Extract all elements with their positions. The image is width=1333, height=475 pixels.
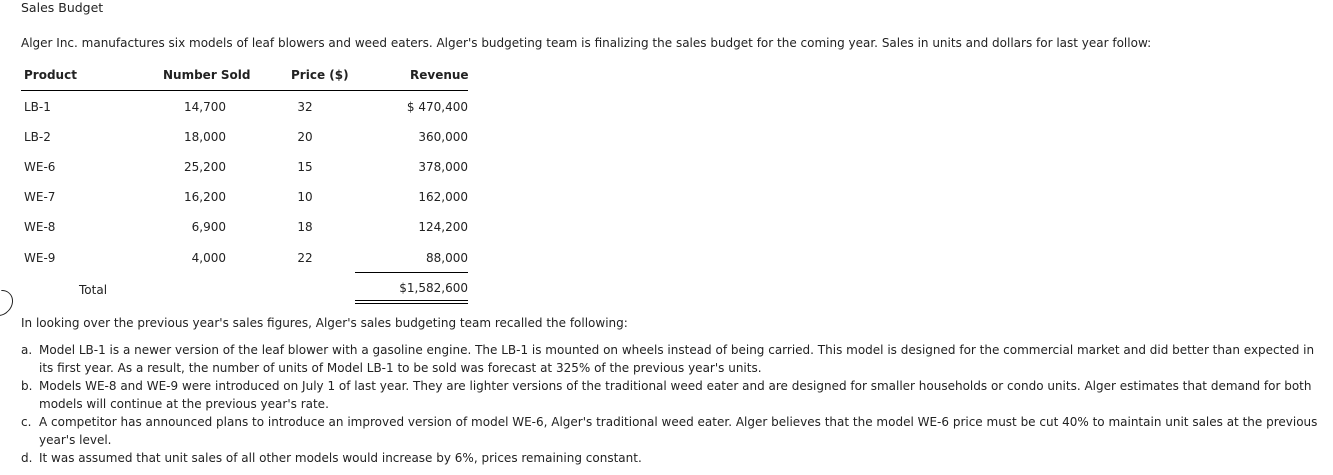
cell-product: WE-9: [24, 251, 56, 265]
cell-product: LB-1: [24, 100, 51, 114]
list-item: [21, 414, 1327, 449]
page-title: Sales Budget: [21, 0, 104, 15]
cell-price: 20: [297, 130, 313, 144]
cell-price: 32: [297, 100, 313, 114]
total-double-rule: [355, 300, 468, 304]
cell-price: 22: [297, 251, 313, 265]
cell-revenue: 162,000: [418, 190, 468, 204]
list-item-text: Models WE-8 and WE-9 were introduced on July 1 of last year. They are lighter versions of the traditional weed eater and are designed for smaller households or condo units. Alger estimates that demand for both models will continue at the previous year's rate.: [39, 379, 1312, 411]
header-price: Price ($): [291, 68, 349, 82]
list-item-text: It was assumed that unit sales of all other models would increase by 6%, prices remaining constant.: [39, 451, 642, 465]
list-item: [21, 450, 1327, 468]
list-item-label: c.: [21, 415, 32, 429]
cell-revenue: 360,000: [418, 130, 468, 144]
cell-units: 18,000: [184, 130, 226, 144]
total-label: Total: [79, 283, 108, 297]
intro-paragraph: Alger Inc. manufactures six models of leaf blowers and weed eaters. Alger's budgeting team is finalizing the sales budget for the coming year. Sales in units and dollars for last year follow:: [21, 36, 1152, 50]
cell-units: 25,200: [184, 160, 226, 174]
cell-price: 18: [297, 220, 313, 234]
cell-revenue: 124,200: [418, 220, 468, 234]
cell-units: 16,200: [184, 190, 226, 204]
cell-units: 6,900: [191, 220, 226, 234]
list-item-label: b.: [21, 379, 33, 393]
cell-price: 15: [297, 160, 313, 174]
header-product: Product: [24, 68, 77, 82]
header-revenue: Revenue: [410, 68, 469, 82]
total-rule: [355, 272, 468, 273]
cell-revenue: 378,000: [418, 160, 468, 174]
header-divider: [21, 90, 468, 91]
list-item: [21, 378, 1327, 413]
list-item-label: a.: [21, 343, 33, 357]
cell-product: WE-7: [24, 190, 56, 204]
total-value: $1,582,600: [399, 281, 468, 295]
recall-paragraph: In looking over the previous year's sales figures, Alger's sales budgeting team recalled the following:: [21, 316, 628, 330]
list-item: [21, 342, 1327, 377]
cell-revenue: $ 470,400: [406, 100, 468, 114]
cell-product: LB-2: [24, 130, 51, 144]
cell-units: 14,700: [184, 100, 226, 114]
assumptions-list: [21, 342, 1327, 469]
list-item-text: A competitor has announced plans to introduce an improved version of model WE-6, Alger's traditional weed eater. Alger believes that the model WE-6 price must be cut 40% to maintain unit sales at the previous year's level.: [39, 415, 1318, 447]
cell-price: 10: [297, 190, 313, 204]
cell-revenue: 88,000: [426, 251, 468, 265]
list-item-label: d.: [21, 451, 33, 465]
cell-units: 4,000: [191, 251, 226, 265]
cell-product: WE-6: [24, 160, 56, 174]
margin-arc-mark: [0, 285, 18, 322]
header-units: Number Sold: [163, 68, 251, 82]
cell-product: WE-8: [24, 220, 56, 234]
list-item-text: Model LB-1 is a newer version of the leaf blower with a gasoline engine. The LB-1 is mounted on wheels instead of being carried. This model is designed for the commercial market and did better than expected in its first year. As a result, the number of units of Model LB-1 to be sold was forecast at 325% of the previous year's units.: [39, 343, 1315, 375]
